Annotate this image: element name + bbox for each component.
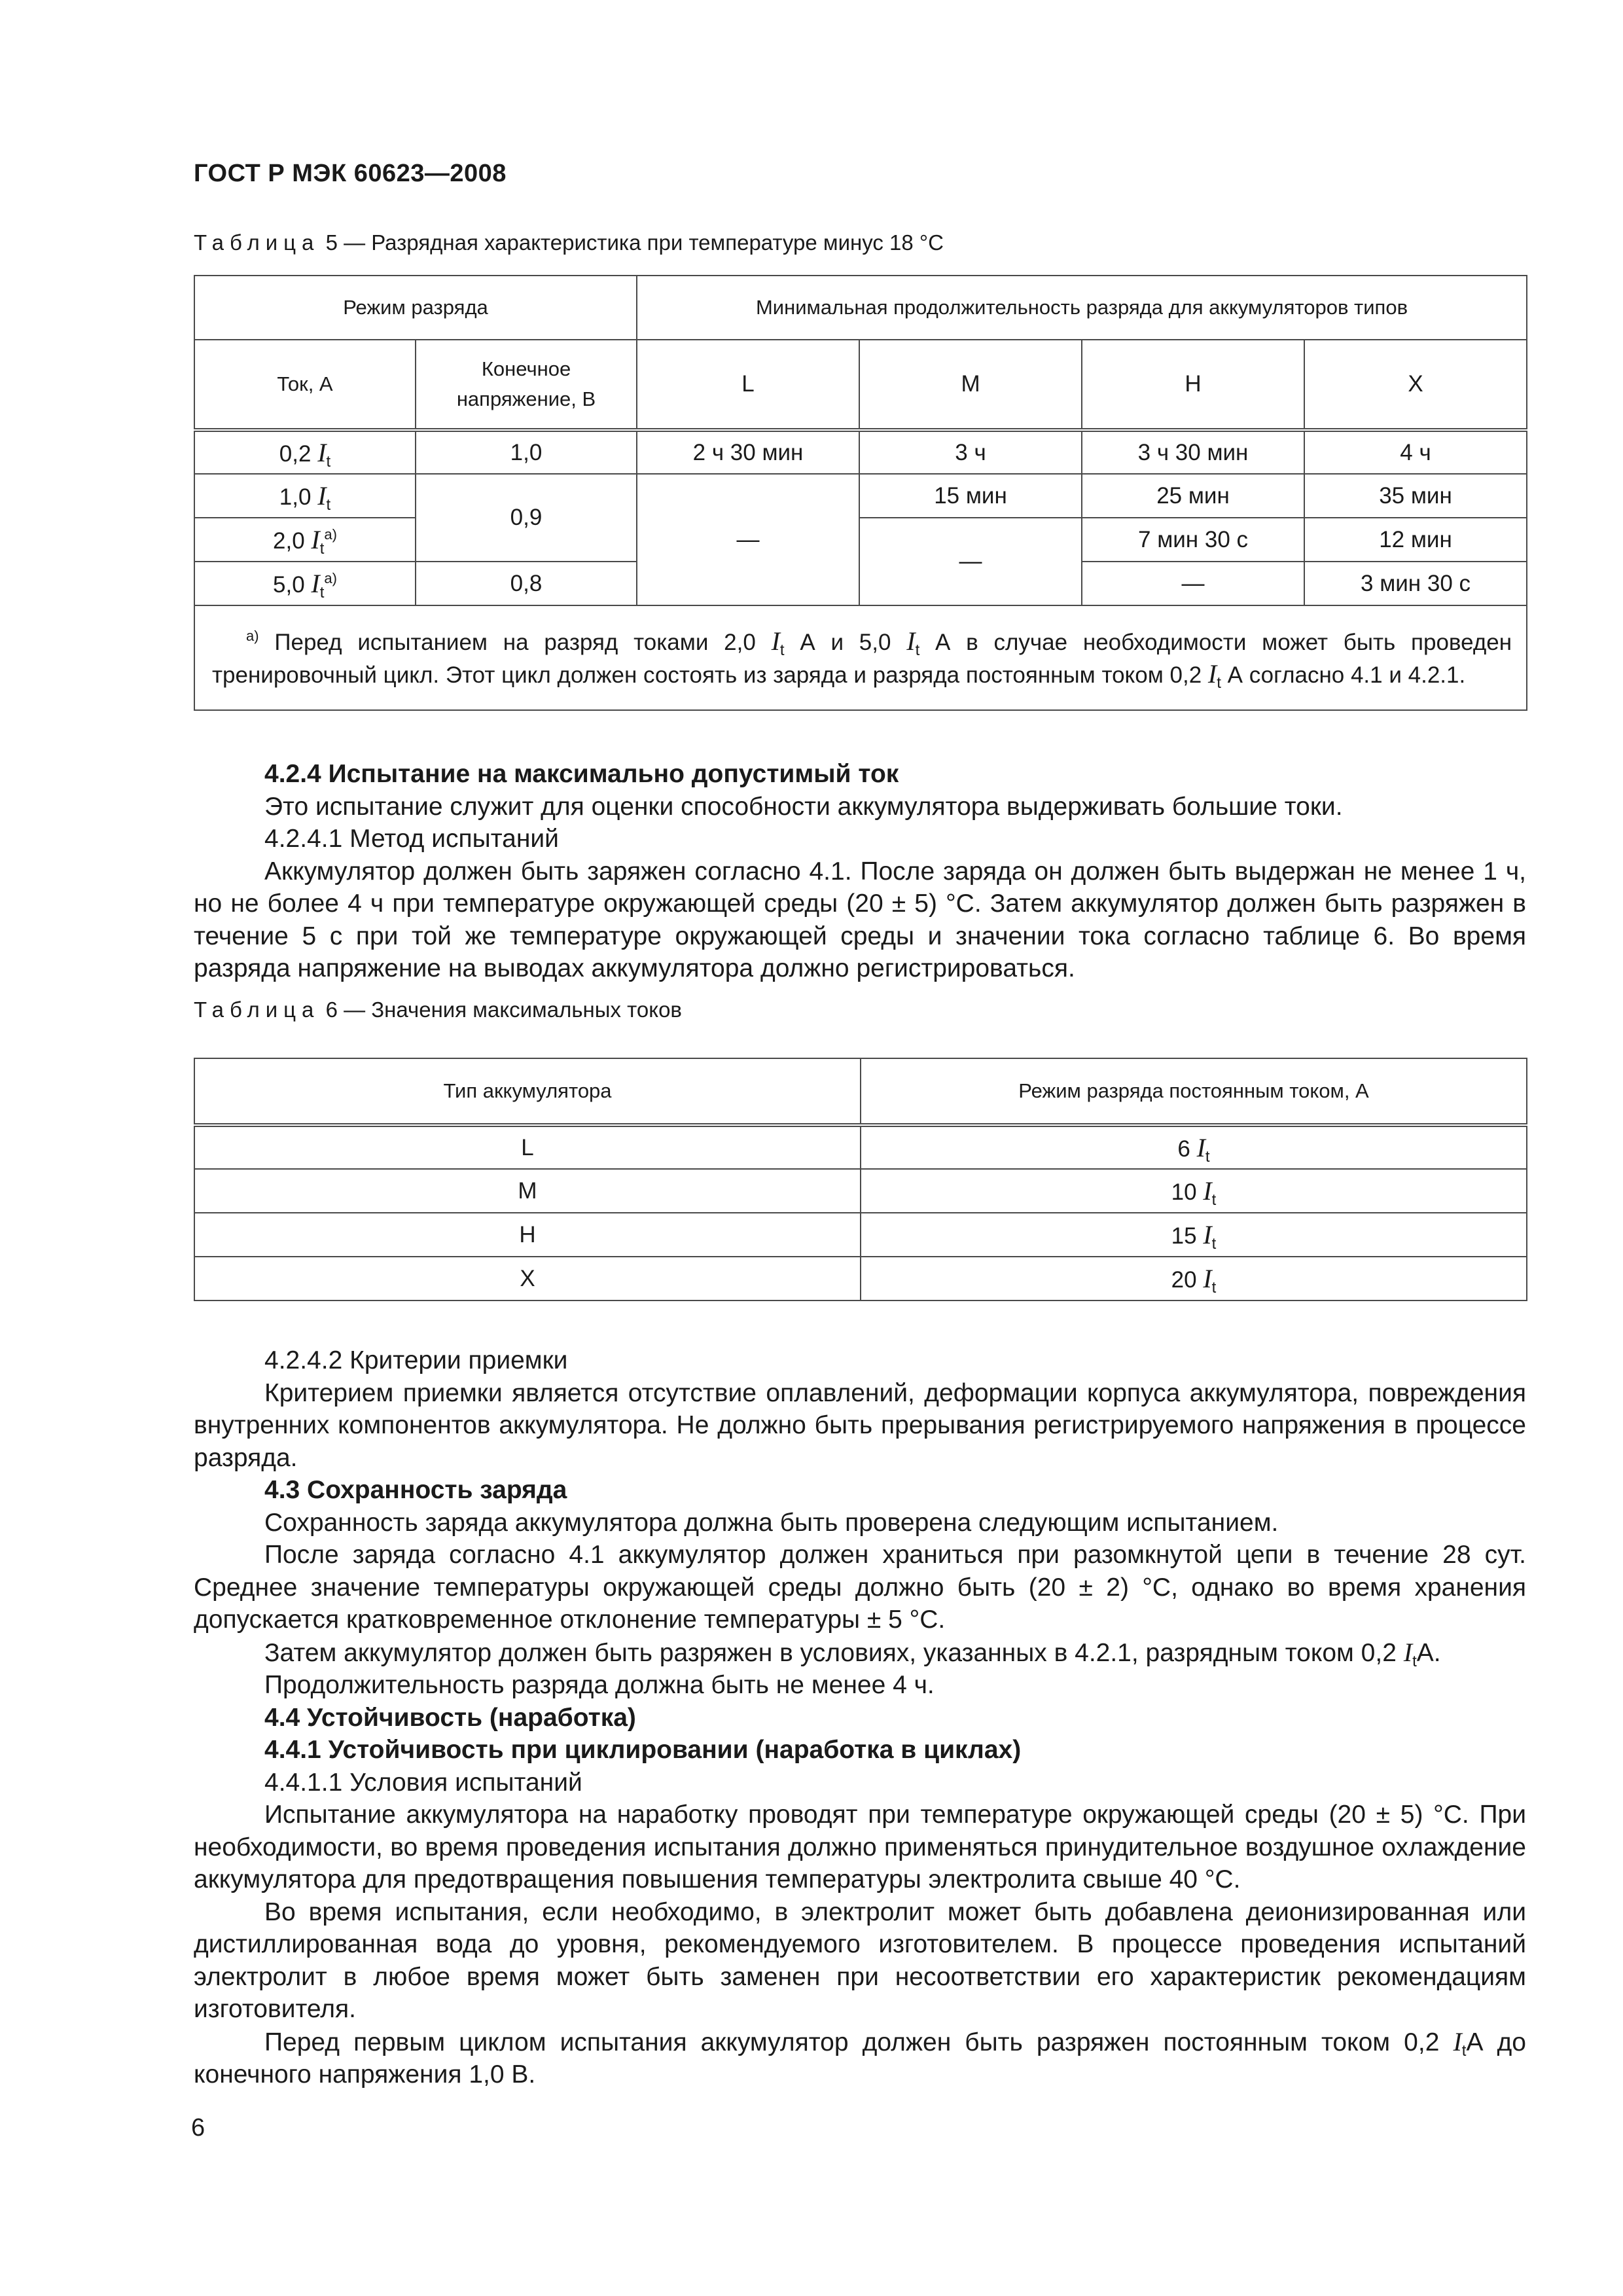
table5-cell-x: 35 мин (1304, 474, 1527, 518)
heading-4-2-4: 4.2.4 Испытание на максимально допустимый ток (264, 760, 899, 788)
document-header: ГОСТ Р МЭК 60623—2008 (194, 160, 507, 187)
table6 (194, 1058, 1527, 1301)
table5-group-left: Режим разряда (194, 276, 637, 340)
heading-4-4: 4.4 Устойчивость (наработка) (264, 1703, 636, 1732)
subheading-4-2-4-1: 4.2.4.1 Метод испытаний (264, 825, 559, 853)
table6-caption-prefix: Таблица (194, 997, 320, 1022)
table5-row (194, 518, 1527, 562)
table5-footnote: $^{а)}$ Перед испытанием на разряд токами 2,0 $I_t$ А и 5,0 $I_t$ А в случае необходимости может быть проведен тренировочный цикл. Этот цикл должен состоять из заряда и разряда постоянным током 0,2 $I_t$ А согласно 4.1 и 4.2.1. (194, 605, 1527, 710)
table5-cell-m: 3 ч (859, 430, 1082, 474)
table5-cell-h: — (1082, 562, 1304, 605)
heading-4-3: 4.3 Сохранность заряда (264, 1476, 567, 1504)
table5-cell-x: 4 ч (1304, 430, 1527, 474)
table6-cell-value: 15 $I_t$ (861, 1213, 1527, 1257)
table6-cell-type: H (194, 1213, 861, 1257)
table5-cell-h: 25 мин (1082, 474, 1304, 518)
table5-cell-current: 1,0 $I_t$ (194, 474, 416, 518)
table5-col-type-h: H (1082, 340, 1304, 430)
table5-cell-current: 2,0 $I_t^{а)}$ (194, 518, 416, 562)
paragraph: Продолжительность разряда должна быть не менее 4 ч. (264, 1671, 935, 1699)
paragraph: Критерием приемки является отсутствие оплавлений, деформации корпуса аккумулятора, повреждения внутренних компонентов аккумулятора. Не должно быть прерывания регистрируемого напряжения в процессе разряда. (194, 1378, 1526, 1472)
table5-caption-prefix: Таблица (194, 230, 320, 255)
table5-col-type-l: L (637, 340, 859, 430)
table6-cell-value: 6 $I_t$ (861, 1125, 1527, 1169)
table5-cell-h: 7 мин 30 с (1082, 518, 1304, 562)
table6-cell-type: X (194, 1257, 861, 1300)
table6-col-type: Тип аккумулятора (194, 1058, 861, 1125)
table5-cell-m: 15 мин (859, 474, 1082, 518)
table5-cell-h: 3 ч 30 мин (1082, 430, 1304, 474)
table5-col-type-x: X (1304, 340, 1527, 430)
section-4-2-4-2-to-4-4 (194, 1344, 1526, 2091)
table5-cell-x: 3 мин 30 с (1304, 562, 1527, 605)
subheading-4-4-1-1: 4.4.1.1 Условия испытаний (264, 1768, 582, 1797)
paragraph: После заряда согласно 4.1 аккумулятор должен храниться при разомкнутой цепи в течение 28 сут. Среднее значение температуры окружающей среды должно быть (20 ± 2) °С, однако во время хранения допускается кратковременное отклонение температуры ± 5 °С. (194, 1541, 1526, 1634)
table6-row (194, 1257, 1527, 1300)
table6-cell-value: 20 $I_t$ (861, 1257, 1527, 1300)
table6-cell-value: 10 $I_t$ (861, 1169, 1527, 1213)
table5-cell-l: — (637, 474, 859, 605)
section-4-2-4 (194, 758, 1526, 985)
table6-col-mode: Режим разряда постоянным током, А (861, 1058, 1527, 1125)
paragraph: Затем аккумулятор должен быть разряжен в условиях, указанных в 4.2.1, разрядным током 0,2 $I_tА$. (264, 1637, 1441, 1670)
table5-footnote-row (194, 605, 1527, 710)
paragraph: Сохранность заряда аккумулятора должна быть проверена следующим испытанием. (264, 1508, 1279, 1537)
table5-col-current: Ток, А (194, 340, 416, 430)
footnote-mark: а) (246, 628, 259, 644)
table5-caption-text: 5 — Разрядная характеристика при температуре минус 18 °С (325, 230, 944, 255)
table5-caption (194, 230, 944, 255)
table5-group-right: Минимальная продолжительность разряда для аккумуляторов типов (637, 276, 1527, 340)
table6-row (194, 1213, 1527, 1257)
table5-cell-voltage: 0,8 (416, 562, 637, 605)
heading-4-4-1: 4.4.1 Устойчивость при циклировании (наработка в циклах) (264, 1736, 1022, 1764)
table5-cell-x: 12 мин (1304, 518, 1527, 562)
table5-col-type-m: M (859, 340, 1082, 430)
table6-cell-type: L (194, 1125, 861, 1169)
paragraph: Перед первым циклом испытания аккумулятор должен быть разряжен постоянным током 0,2 $I_tА$ до конечного напряжения 1,0 В. (194, 2026, 1526, 2089)
table5-row (194, 474, 1527, 518)
paragraph: Испытание аккумулятора на наработку проводят при температуре окружающей среды (20 ± 5) °С. При необходимости, во время проведения испытания должно применяться принудительное воздушное охлаждение аккумулятора для предотвращения повышения температуры электролита свыше 40 °С. (194, 1801, 1526, 1893)
table5-row (194, 430, 1527, 474)
paragraph: Это испытание служит для оценки способности аккумулятора выдерживать большие токи. (264, 792, 1343, 821)
table6-row (194, 1125, 1527, 1169)
table5 (194, 275, 1527, 711)
table5-cell-voltage: 1,0 (416, 430, 637, 474)
table6-row (194, 1169, 1527, 1213)
table6-caption (194, 997, 682, 1022)
table5-cell-current: 5,0 $I_t^{а)}$ (194, 562, 416, 605)
page-number: 6 (191, 2114, 205, 2142)
table5-col-voltage: Конечное напряжение, В (416, 340, 637, 430)
table6-cell-type: M (194, 1169, 861, 1213)
table5-cell-voltage: 0,9 (416, 474, 637, 562)
table5-cell-current: 0,2 $I_t$ (194, 430, 416, 474)
table5-cell-l: 2 ч 30 мин (637, 430, 859, 474)
paragraph: Аккумулятор должен быть заряжен согласно 4.1. После заряда он должен быть выдержан не менее 1 ч, но не более 4 ч при температуре окружающей среды (20 ± 5) °С. Затем аккумулятор должен быть разряжен в течение 5 с при той же температуре окружающей среды и значении тока согласно таблице 6. Во время разряда напряжение на выводах аккумулятора должно регистрироваться. (194, 857, 1526, 982)
paragraph: Во время испытания, если необходимо, в электролит может быть добавлена деионизированная или дистиллированная вода до уровня, рекомендуемого изготовителем. В процессе проведения испытаний электролит в любое время может быть заменен при несоответствии его характеристик рекомендациям изготовителя. (194, 1897, 1526, 2023)
subheading-4-2-4-2: 4.2.4.2 Критерии приемки (264, 1346, 568, 1374)
table5-cell-m: — (859, 518, 1082, 605)
table6-caption-text: 6 — Значения максимальных токов (325, 997, 682, 1022)
